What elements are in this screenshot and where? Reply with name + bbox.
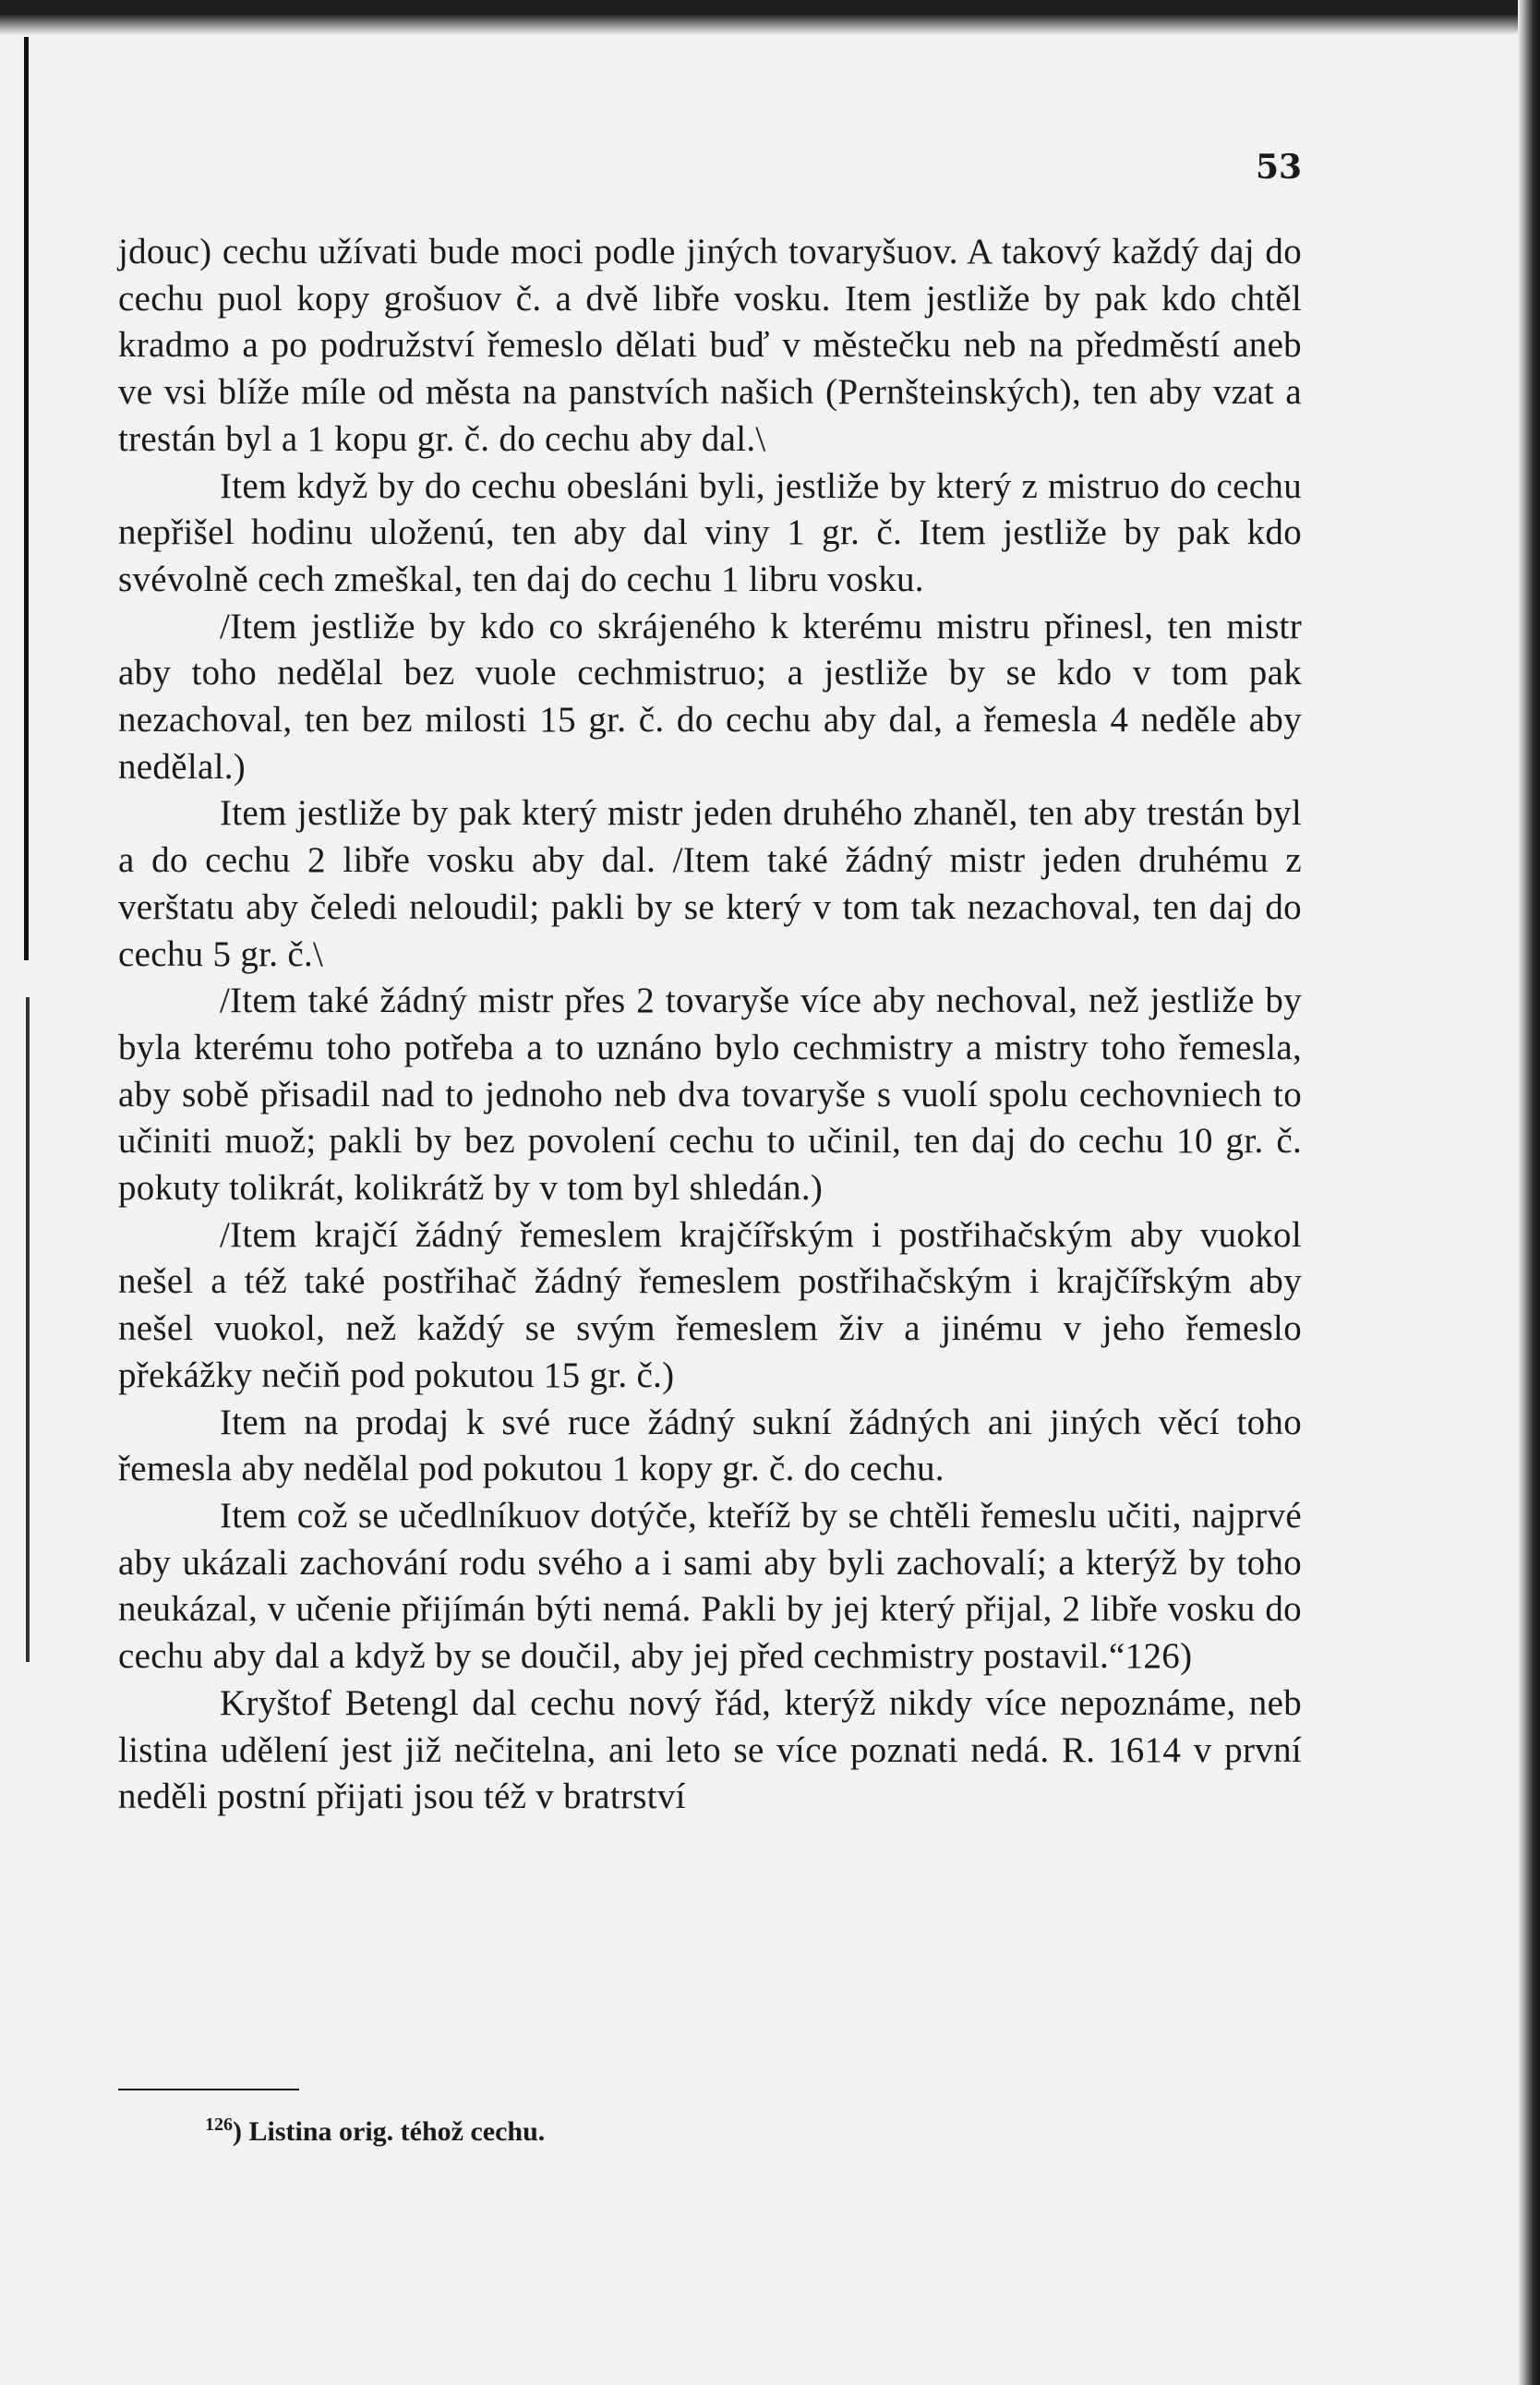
- paragraph-9: Kryštof Betengl dal cechu nový řád, kterýž nikdy více nepoznáme, neb listina udělení jest již nečitelna, ani leto se více poznati nedá. R. 1614 v první neděli postní přijati jsou též v bratrství: [118, 1682, 1302, 1817]
- page-number: 53: [1256, 148, 1303, 187]
- page-body: [118, 229, 1302, 1821]
- paragraph-4: Item jestliže by pak který mistr jeden druhého zhaněl, ten aby trestán byl a do cechu 2 libře vosku aby dal. /Item také žádný mistr jeden druhému z verštatu aby čeledi neloudil; pakli by se který v tom tak nezachoval, ten daj do cechu 5 gr. č.\: [118, 793, 1302, 974]
- paragraph-6: /Item krajčí žádný řemeslem krajčířským i postřihačským aby vuokol nešel a též také postřihač žádný řemeslem postřihačským i krajčířským aby nešel vuokol, než každý se svým řemeslem živ a jinému v jeho řemeslo překážky nečiň pod pokutou 15 gr. č.): [118, 1214, 1302, 1395]
- footnote-text: ) Listina orig. téhož cechu.: [233, 2116, 546, 2147]
- paragraph-3: /Item jestliže by kdo co skrájeného k kterému mistru přinesl, ten mistr aby toho nedělal bez vuole cechmistruo; a jestliže by se kdo v tom pak nezachoval, ten bez milosti 15 gr. č. do cechu aby dal, a řemesla 4 neděle aby nedělal.): [118, 606, 1302, 787]
- scan-edge-top: [0, 0, 1540, 35]
- scan-edge-left-lower: [26, 997, 30, 1662]
- paragraph-7: Item na prodaj k své ruce žádný sukní žádných ani jiných věcí toho řemesla aby nedělal pod pokutou 1 kopy gr. č. do cechu.: [118, 1402, 1302, 1489]
- scan-edge-right: [1518, 0, 1540, 2385]
- footnote-marker: 126: [205, 2114, 233, 2135]
- paragraph-5: /Item také žádný mistr přes 2 tovaryše více aby nechoval, než jestliže by byla kterému toho potřeba a to uznáno bylo cechmistry a mistry toho řemesla, aby sobě přisadil nad to jednoho neb dva tovaryše s vuolí spolu cechovniech to učiniti muož; pakli by bez povolení cechu to učinil, ten daj do cechu 10 gr. č. pokuty tolikrát, kolikrátž by v tom byl shledán.): [118, 981, 1302, 1209]
- paragraph-8: Item což se učedlníkuov dotýče, kteříž by se chtěli řemeslu učiti, najprvé aby ukázali zachování rodu svého a i sami aby byli zachovalí; a kterýž by toho neukázal, v učenie přijímán býti nemá. Pakli by jej který přijal, 2 libře vosku do cechu aby dal a když by se doučil, aby jej před cechmistry postavil.“126): [118, 1495, 1302, 1677]
- footnote-rule: [118, 2089, 299, 2090]
- paragraph-1: jdouc) cechu užívati bude moci podle jiných tovaryšuov. A takový každý daj do cechu puol kopy grošuov č. a dvě libře vosku. Item jestliže by pak kdo chtěl kradmo a po podružství řemeslo dělati buď v městečku neb na předměstí aneb ve vsi blíže míle od města na panstvích našich (Pernšteinských), ten aby vzat a trestán byl a 1 kopu gr. č. do cechu aby dal.\: [118, 232, 1302, 459]
- paragraph-2: Item když by do cechu obesláni byli, jestliže by který z mistruo do cechu nepřišel hodinu uloženú, ten aby dal viny 1 gr. č. Item jestliže by pak kdo svévolně cech zmeškal, ten daj do cechu 1 libru vosku.: [118, 465, 1302, 599]
- scan-edge-left: [24, 37, 29, 960]
- footnote: [205, 2114, 545, 2148]
